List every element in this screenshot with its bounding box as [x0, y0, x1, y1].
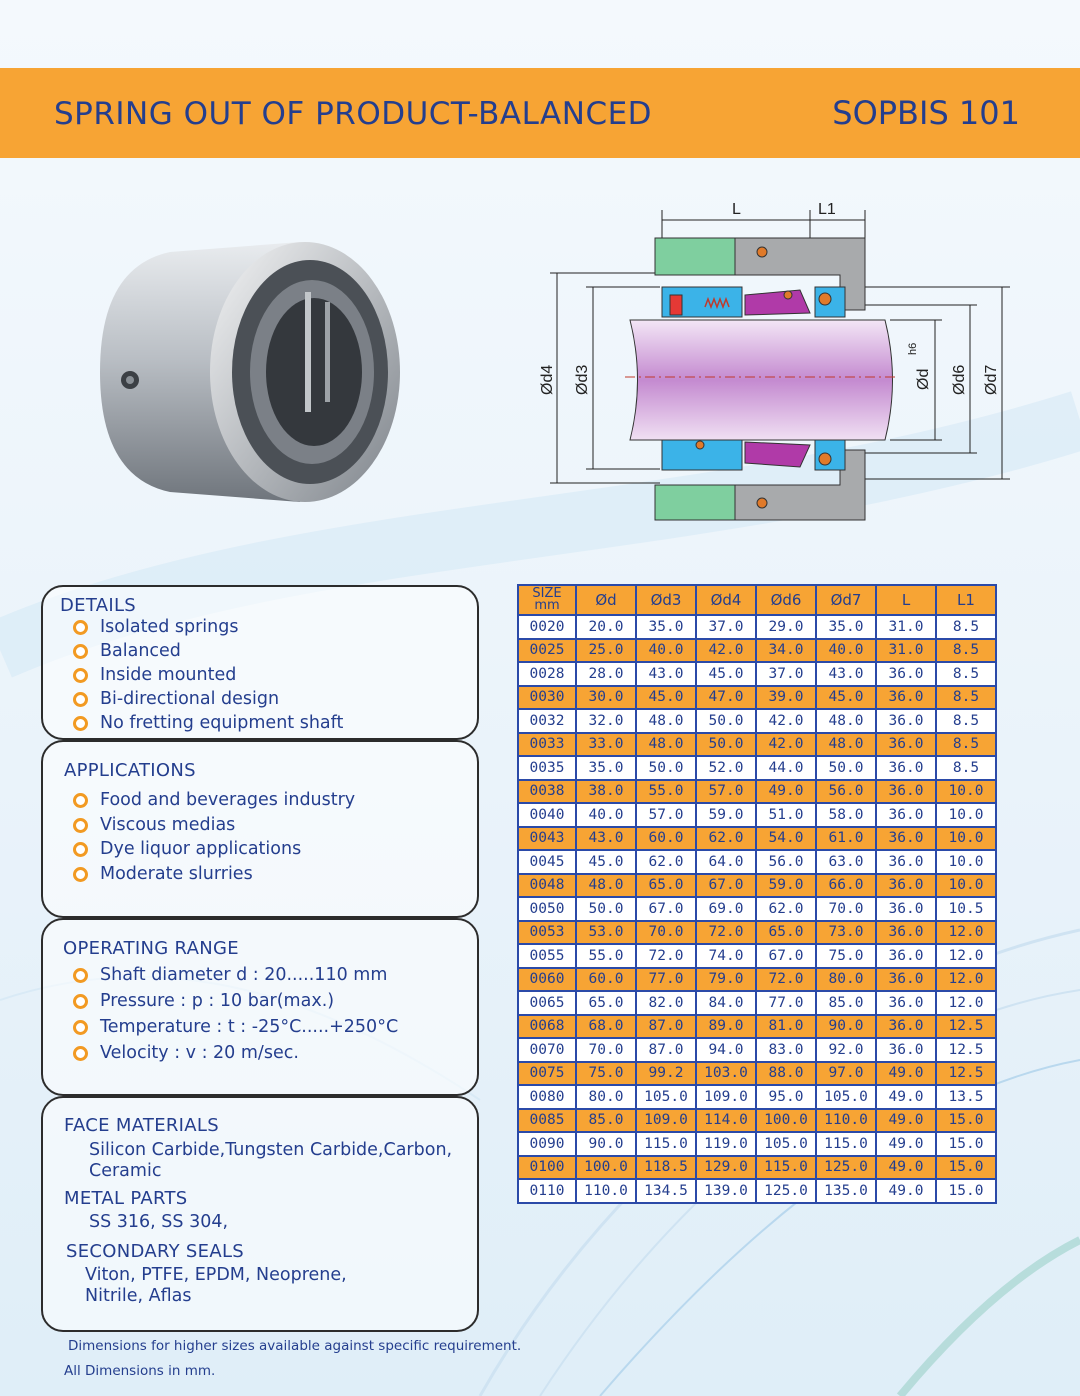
col-header: L [876, 585, 936, 615]
dimension-cell: 87.0 [636, 1038, 696, 1062]
dimension-cell: 49.0 [876, 1179, 936, 1203]
bullet-icon [73, 818, 88, 833]
dimension-cell: 12.5 [936, 1015, 996, 1039]
size-cell: 0028 [518, 662, 576, 686]
dimension-cell: 37.0 [696, 615, 756, 639]
size-cell: 0080 [518, 1085, 576, 1109]
table-row [518, 662, 996, 686]
dimension-cell: 85.0 [816, 991, 876, 1015]
applications-list [73, 788, 355, 886]
dimension-cell: 15.0 [936, 1179, 996, 1203]
dimension-cell: 109.0 [696, 1085, 756, 1109]
table-header-row [518, 585, 996, 615]
size-cell: 0085 [518, 1109, 576, 1133]
label-L1: L1 [818, 201, 836, 218]
dimension-cell: 12.0 [936, 944, 996, 968]
size-cell: 0068 [518, 1015, 576, 1039]
dimension-cell: 49.0 [876, 1156, 936, 1180]
dimension-cell: 84.0 [696, 991, 756, 1015]
dimension-cell: 36.0 [876, 733, 936, 757]
dimension-cell: 60.0 [576, 968, 636, 992]
size-cell: 0045 [518, 850, 576, 874]
dimension-cell: 40.0 [576, 803, 636, 827]
dimension-cell: 105.0 [756, 1132, 816, 1156]
dimension-cell: 45.0 [696, 662, 756, 686]
dimension-cell: 10.5 [936, 897, 996, 921]
face-materials-line2: Ceramic [89, 1161, 162, 1181]
dimension-cell: 67.0 [756, 944, 816, 968]
list-item: Inside mounted [73, 663, 343, 687]
dimension-cell: 135.0 [816, 1179, 876, 1203]
table-row [518, 1132, 996, 1156]
dimension-cell: 99.2 [636, 1062, 696, 1086]
dimension-cell: 60.0 [636, 827, 696, 851]
bullet-icon [73, 668, 88, 683]
dimension-cell: 80.0 [576, 1085, 636, 1109]
list-item: Isolated springs [73, 615, 343, 639]
dimension-cell: 75.0 [816, 944, 876, 968]
dimension-cell: 33.0 [576, 733, 636, 757]
col-header: L1 [936, 585, 996, 615]
col-header: Ød [576, 585, 636, 615]
dimension-cell: 80.0 [816, 968, 876, 992]
dimension-cell: 36.0 [876, 897, 936, 921]
dimension-cell: 31.0 [876, 639, 936, 663]
dimension-cell: 89.0 [696, 1015, 756, 1039]
dimension-cell: 45.0 [816, 686, 876, 710]
dimension-cell: 59.0 [756, 874, 816, 898]
dimension-cell: 8.5 [936, 662, 996, 686]
dimension-cell: 87.0 [636, 1015, 696, 1039]
dimension-cell: 10.0 [936, 827, 996, 851]
dimension-cell: 42.0 [756, 709, 816, 733]
operating-list [73, 962, 398, 1066]
dimension-cell: 65.0 [636, 874, 696, 898]
size-cell: 0055 [518, 944, 576, 968]
applications-panel [41, 740, 479, 918]
dimension-cell: 125.0 [816, 1156, 876, 1180]
dimension-cell: 109.0 [636, 1109, 696, 1133]
dimension-cell: 35.0 [576, 756, 636, 780]
size-cell: 0033 [518, 733, 576, 757]
table-row [518, 686, 996, 710]
dimension-cell: 34.0 [756, 639, 816, 663]
dimension-cell: 72.0 [636, 944, 696, 968]
bullet-icon [73, 620, 88, 635]
dimension-cell: 70.0 [576, 1038, 636, 1062]
table-row [518, 874, 996, 898]
dimension-cell: 48.0 [576, 874, 636, 898]
product-code: SOPBIS 101 [832, 94, 1020, 132]
dimension-cell: 90.0 [576, 1132, 636, 1156]
dimension-cell: 115.0 [816, 1132, 876, 1156]
metal-parts-text: SS 316, SS 304, [89, 1212, 229, 1232]
dimension-cell: 72.0 [696, 921, 756, 945]
dimension-cell: 56.0 [816, 780, 876, 804]
dimension-cell: 94.0 [696, 1038, 756, 1062]
dimension-cell: 36.0 [876, 686, 936, 710]
dimension-cell: 49.0 [876, 1132, 936, 1156]
dimension-cell: 20.0 [576, 615, 636, 639]
details-list [73, 615, 343, 735]
dimension-cell: 12.0 [936, 968, 996, 992]
dimension-cell: 13.5 [936, 1085, 996, 1109]
size-cell: 0110 [518, 1179, 576, 1203]
list-item: Shaft diameter d : 20.....110 mm [73, 962, 398, 988]
list-item: Dye liquor applications [73, 837, 355, 862]
operating-range-panel [41, 918, 479, 1096]
table-row [518, 1156, 996, 1180]
dimension-cell: 125.0 [756, 1179, 816, 1203]
dimension-cell: 82.0 [636, 991, 696, 1015]
dimension-cell: 36.0 [876, 850, 936, 874]
dimension-cell: 59.0 [696, 803, 756, 827]
dimension-cell: 35.0 [816, 615, 876, 639]
dimension-cell: 70.0 [636, 921, 696, 945]
table-row [518, 1109, 996, 1133]
secondary-seals-line2: Nitrile, Aflas [85, 1286, 192, 1306]
dimension-cell: 118.5 [636, 1156, 696, 1180]
table-row [518, 1085, 996, 1109]
table-row [518, 756, 996, 780]
dimension-cell: 110.0 [816, 1109, 876, 1133]
table-row [518, 897, 996, 921]
dimension-cell: 40.0 [636, 639, 696, 663]
size-cell: 0035 [518, 756, 576, 780]
bullet-icon [73, 867, 88, 882]
dimension-cell: 105.0 [636, 1085, 696, 1109]
materials-panel [41, 1096, 479, 1332]
dimension-cell: 88.0 [756, 1062, 816, 1086]
dimension-cell: 66.0 [816, 874, 876, 898]
dimension-cell: 129.0 [696, 1156, 756, 1180]
dimension-cell: 68.0 [576, 1015, 636, 1039]
table-row [518, 921, 996, 945]
dimension-cell: 62.0 [696, 827, 756, 851]
size-cell: 0032 [518, 709, 576, 733]
bullet-icon [73, 994, 88, 1009]
bullet-icon [73, 716, 88, 731]
dimension-cell: 8.5 [936, 756, 996, 780]
list-item: Balanced [73, 639, 343, 663]
dimension-cell: 8.5 [936, 733, 996, 757]
dimension-cell: 8.5 [936, 709, 996, 733]
table-row [518, 709, 996, 733]
col-header-size: SIZE mm [518, 585, 576, 615]
dimension-cell: 95.0 [756, 1085, 816, 1109]
dimension-cell: 134.5 [636, 1179, 696, 1203]
face-materials-heading: FACE MATERIALS [64, 1115, 219, 1136]
dimension-cell: 36.0 [876, 803, 936, 827]
label-L: L [732, 201, 741, 218]
dimension-cell: 37.0 [756, 662, 816, 686]
table-row [518, 968, 996, 992]
label-d4: Ød4 [539, 364, 556, 395]
operating-heading: OPERATING RANGE [63, 938, 239, 959]
dimension-cell: 36.0 [876, 1015, 936, 1039]
col-header: Ød4 [696, 585, 756, 615]
size-cell: 0070 [518, 1038, 576, 1062]
dimension-cell: 36.0 [876, 827, 936, 851]
dimension-cell: 8.5 [936, 686, 996, 710]
face-materials-line1: Silicon Carbide,Tungsten Carbide,Carbon, [89, 1140, 453, 1160]
dimension-cell: 12.0 [936, 921, 996, 945]
dimension-cell: 97.0 [816, 1062, 876, 1086]
bullet-icon [73, 1046, 88, 1061]
size-cell: 0050 [518, 897, 576, 921]
dimension-cell: 42.0 [696, 639, 756, 663]
list-item: Bi-directional design [73, 687, 343, 711]
dimension-cell: 105.0 [816, 1085, 876, 1109]
dimension-cell: 12.0 [936, 991, 996, 1015]
dimension-cell: 110.0 [576, 1179, 636, 1203]
dimension-cell: 10.0 [936, 780, 996, 804]
size-cell: 0053 [518, 921, 576, 945]
dimension-cell: 36.0 [876, 944, 936, 968]
dimension-cell: 67.0 [696, 874, 756, 898]
table-row [518, 944, 996, 968]
dimension-cell: 49.0 [876, 1062, 936, 1086]
dimension-cell: 12.5 [936, 1062, 996, 1086]
dimension-cell: 50.0 [636, 756, 696, 780]
dimension-cell: 69.0 [696, 897, 756, 921]
col-header: Ød6 [756, 585, 816, 615]
dimension-cell: 73.0 [816, 921, 876, 945]
dimension-cell: 54.0 [756, 827, 816, 851]
dimension-cell: 139.0 [696, 1179, 756, 1203]
table-row [518, 803, 996, 827]
metal-parts-heading: METAL PARTS [64, 1188, 188, 1209]
dimension-cell: 36.0 [876, 991, 936, 1015]
dimension-cell: 45.0 [576, 850, 636, 874]
table-row [518, 1038, 996, 1062]
table-row [518, 733, 996, 757]
size-cell: 0090 [518, 1132, 576, 1156]
dimension-cell: 62.0 [636, 850, 696, 874]
dimension-cell: 15.0 [936, 1132, 996, 1156]
dimension-cell: 36.0 [876, 756, 936, 780]
table-row [518, 639, 996, 663]
dimension-cell: 58.0 [816, 803, 876, 827]
size-cell: 0060 [518, 968, 576, 992]
bullet-icon [73, 793, 88, 808]
table-row [518, 827, 996, 851]
dimension-cell: 92.0 [816, 1038, 876, 1062]
dimension-cell: 36.0 [876, 921, 936, 945]
dimension-cell: 32.0 [576, 709, 636, 733]
dimension-cell: 36.0 [876, 874, 936, 898]
dimension-cell: 103.0 [696, 1062, 756, 1086]
dimension-cell: 10.0 [936, 850, 996, 874]
dimension-cell: 8.5 [936, 639, 996, 663]
dimension-cell: 49.0 [756, 780, 816, 804]
dimension-cell: 115.0 [636, 1132, 696, 1156]
dimension-cell: 75.0 [576, 1062, 636, 1086]
table-row [518, 1062, 996, 1086]
dimension-cell: 52.0 [696, 756, 756, 780]
label-d3: Ød3 [574, 364, 591, 395]
dimension-cell: 79.0 [696, 968, 756, 992]
dimension-cell: 57.0 [636, 803, 696, 827]
size-cell: 0100 [518, 1156, 576, 1180]
page-title: SPRING OUT OF PRODUCT-BALANCED [54, 96, 653, 132]
details-panel [41, 585, 479, 740]
dimension-cell: 48.0 [816, 733, 876, 757]
label-d: Ød [915, 368, 932, 390]
dimension-cell: 36.0 [876, 780, 936, 804]
dimension-cell: 42.0 [756, 733, 816, 757]
applications-heading: APPLICATIONS [64, 760, 196, 781]
dimension-cell: 55.0 [636, 780, 696, 804]
dimensions-table [517, 584, 997, 1204]
dimension-cell: 48.0 [636, 709, 696, 733]
table-row [518, 1179, 996, 1203]
dimension-cell: 8.5 [936, 615, 996, 639]
dimension-cell: 36.0 [876, 709, 936, 733]
dimension-cell: 36.0 [876, 968, 936, 992]
dimension-cell: 45.0 [636, 686, 696, 710]
bullet-icon [73, 842, 88, 857]
dimension-cell: 74.0 [696, 944, 756, 968]
dimensions-table-body [518, 615, 996, 1203]
table-row [518, 615, 996, 639]
table-row [518, 1015, 996, 1039]
dimension-cell: 100.0 [756, 1109, 816, 1133]
dimension-cell: 50.0 [816, 756, 876, 780]
dimension-cell: 115.0 [756, 1156, 816, 1180]
dimension-cell: 65.0 [756, 921, 816, 945]
size-cell: 0065 [518, 991, 576, 1015]
list-item: Moderate slurries [73, 862, 355, 887]
dimension-cell: 44.0 [756, 756, 816, 780]
dimension-cell: 50.0 [696, 709, 756, 733]
dimension-cell: 72.0 [756, 968, 816, 992]
table-row [518, 850, 996, 874]
list-item: No fretting equipment shaft [73, 711, 343, 735]
size-cell: 0020 [518, 615, 576, 639]
table-row [518, 991, 996, 1015]
dimension-cell: 43.0 [816, 662, 876, 686]
size-cell: 0038 [518, 780, 576, 804]
dimension-cell: 10.0 [936, 803, 996, 827]
list-item: Velocity : v : 20 m/sec. [73, 1040, 398, 1066]
col-header: Ød7 [816, 585, 876, 615]
dimension-cell: 77.0 [756, 991, 816, 1015]
list-item: Pressure : p : 10 bar(max.) [73, 988, 398, 1014]
dimension-cell: 53.0 [576, 921, 636, 945]
dimension-cell: 15.0 [936, 1156, 996, 1180]
seal-product-image [100, 232, 410, 522]
bullet-icon [73, 644, 88, 659]
dimension-cell: 57.0 [696, 780, 756, 804]
size-cell: 0048 [518, 874, 576, 898]
cross-section-drawing [530, 195, 1030, 530]
bullet-icon [73, 692, 88, 707]
dimension-cell: 30.0 [576, 686, 636, 710]
dimension-cell: 100.0 [576, 1156, 636, 1180]
secondary-seals-line1: Viton, PTFE, EPDM, Neoprene, [85, 1265, 347, 1285]
dimension-cell: 29.0 [756, 615, 816, 639]
footer-note-higher-sizes: Dimensions for higher sizes available against specific requirement. [68, 1338, 522, 1354]
list-item: Temperature : t : -25°C.....+250°C [73, 1014, 398, 1040]
list-item: Food and beverages industry [73, 788, 355, 813]
size-cell: 0025 [518, 639, 576, 663]
dimension-cell: 65.0 [576, 991, 636, 1015]
dimension-cell: 85.0 [576, 1109, 636, 1133]
dimension-cell: 40.0 [816, 639, 876, 663]
label-d7: Ød7 [983, 364, 1000, 395]
dimension-cell: 51.0 [756, 803, 816, 827]
dimension-cell: 67.0 [636, 897, 696, 921]
dimension-cell: 49.0 [876, 1085, 936, 1109]
details-heading: DETAILS [60, 595, 137, 616]
dimension-cell: 49.0 [876, 1109, 936, 1133]
header-banner [0, 68, 1080, 158]
dimension-cell: 63.0 [816, 850, 876, 874]
dimension-cell: 10.0 [936, 874, 996, 898]
dimension-cell: 43.0 [576, 827, 636, 851]
list-item: Viscous medias [73, 813, 355, 838]
dimension-cell: 77.0 [636, 968, 696, 992]
dimension-cell: 25.0 [576, 639, 636, 663]
dimension-cell: 90.0 [816, 1015, 876, 1039]
dimension-cell: 64.0 [696, 850, 756, 874]
col-header: Ød3 [636, 585, 696, 615]
bullet-icon [73, 1020, 88, 1035]
dimension-cell: 28.0 [576, 662, 636, 686]
dimension-cell: 43.0 [636, 662, 696, 686]
table-row [518, 780, 996, 804]
dimension-cell: 15.0 [936, 1109, 996, 1133]
bullet-icon [73, 968, 88, 983]
dimension-cell: 62.0 [756, 897, 816, 921]
size-cell: 0043 [518, 827, 576, 851]
dimension-cell: 48.0 [636, 733, 696, 757]
dimension-cell: 47.0 [696, 686, 756, 710]
dimension-cell: 48.0 [816, 709, 876, 733]
size-cell: 0040 [518, 803, 576, 827]
dimension-cell: 35.0 [636, 615, 696, 639]
dimension-cell: 119.0 [696, 1132, 756, 1156]
secondary-seals-heading: SECONDARY SEALS [66, 1241, 244, 1262]
dimension-cell: 70.0 [816, 897, 876, 921]
size-cell: 0075 [518, 1062, 576, 1086]
dimension-cell: 36.0 [876, 1038, 936, 1062]
dimension-cell: 55.0 [576, 944, 636, 968]
footer-note-units: All Dimensions in mm. [64, 1363, 216, 1379]
dimension-cell: 56.0 [756, 850, 816, 874]
dimension-cell: 50.0 [576, 897, 636, 921]
dimension-cell: 83.0 [756, 1038, 816, 1062]
dimension-cell: 61.0 [816, 827, 876, 851]
dimension-cell: 50.0 [696, 733, 756, 757]
dimension-cell: 12.5 [936, 1038, 996, 1062]
dimension-cell: 81.0 [756, 1015, 816, 1039]
size-cell: 0030 [518, 686, 576, 710]
dimension-cell: 36.0 [876, 662, 936, 686]
dimension-cell: 38.0 [576, 780, 636, 804]
dimension-cell: 31.0 [876, 615, 936, 639]
label-d6: Ød6 [951, 364, 968, 395]
label-h6: h6 [907, 342, 919, 355]
dimension-cell: 39.0 [756, 686, 816, 710]
dimension-cell: 114.0 [696, 1109, 756, 1133]
